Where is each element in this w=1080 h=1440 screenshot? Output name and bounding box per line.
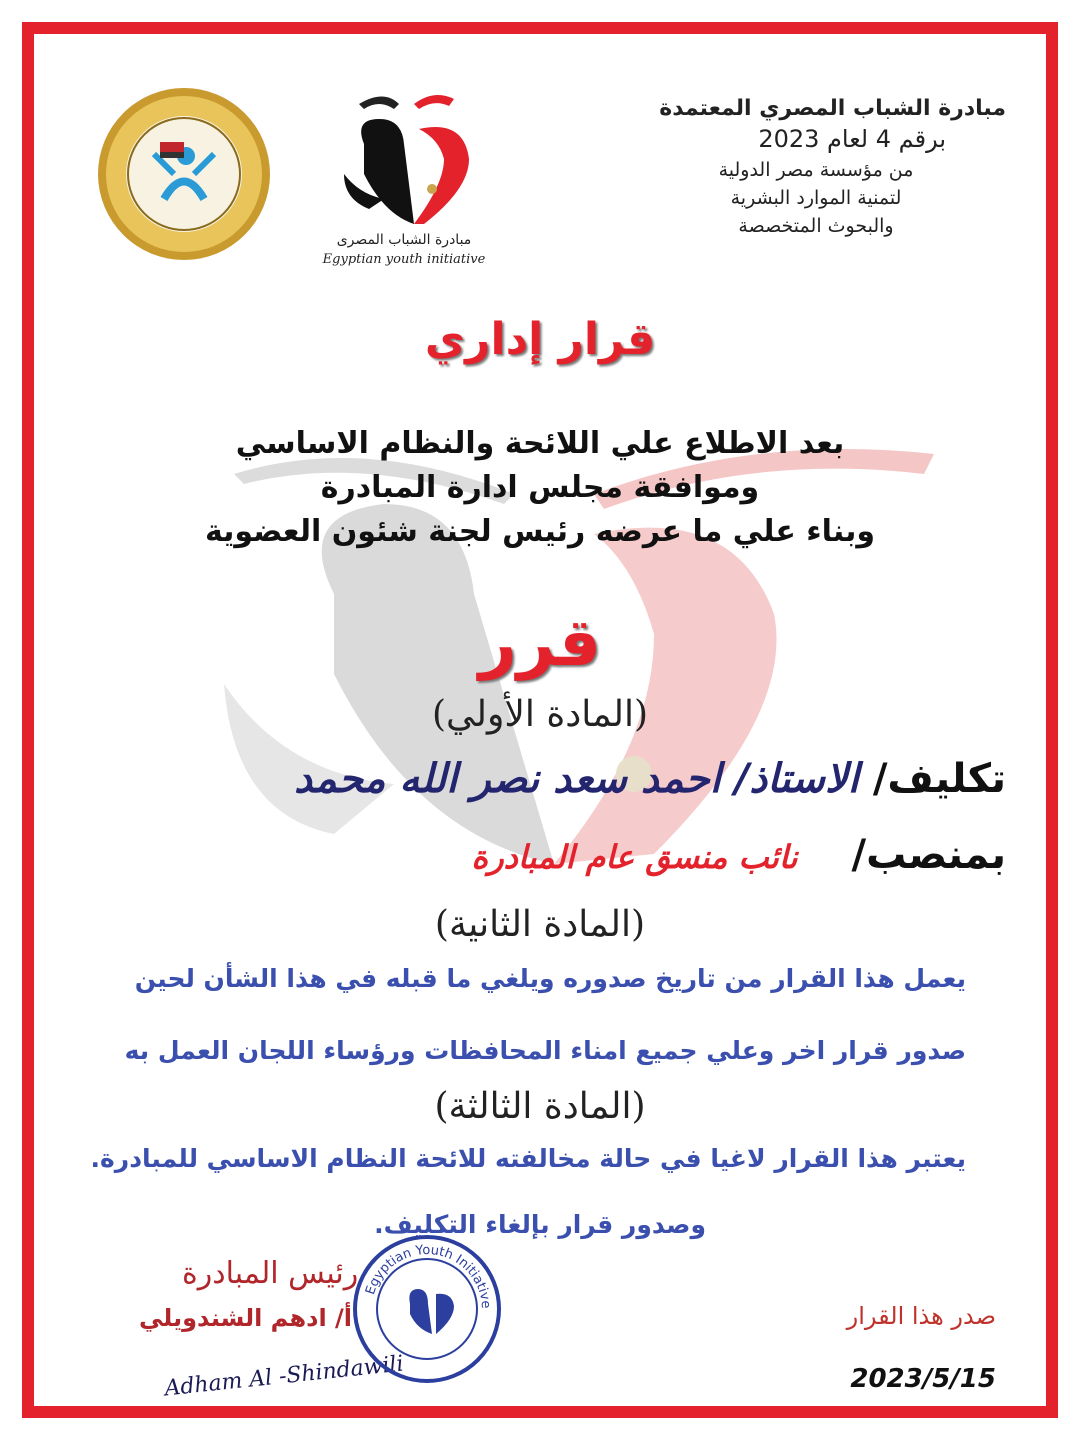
article2-text-line: يعمل هذا القرار من تاريخ صدوره ويلغي ما قبله في هذا الشأن لحين bbox=[134, 964, 966, 993]
assignment-line bbox=[294, 756, 1006, 802]
handwritten-signature: Adham Al -Shindawili bbox=[163, 1351, 405, 1402]
article3-text-line: وصدور قرار بإلغاء التكليف. bbox=[374, 1210, 706, 1239]
position-line bbox=[471, 832, 1006, 878]
header-initiative-name: مبادرة الشباب المصري المعتمدة bbox=[659, 96, 1006, 121]
signatory-title: رئيس المبادرة bbox=[182, 1256, 359, 1291]
foundation-seal-icon bbox=[94, 84, 274, 264]
header-registration: برقم 4 لعام 2023 bbox=[758, 125, 946, 153]
stamp-ring-text: Egyptian Youth Initiative bbox=[363, 1242, 494, 1310]
article3-text-line: يعتبر هذا القرار لاغيا في حالة مخالفته للائحة النظام الاساسي للمبادرة. bbox=[90, 1144, 966, 1173]
article2-text-line: صدور قرار اخر وعلي جميع امناء المحافظات ورؤساء اللجان العمل به bbox=[124, 1036, 966, 1065]
initiative-logo bbox=[304, 74, 504, 274]
intro-line: بعد الاطلاع علي اللائحة والنظام الاساسي bbox=[235, 426, 845, 461]
heart-logo-icon bbox=[304, 74, 504, 234]
document-title: قرار إداري bbox=[424, 314, 656, 365]
assignment-label: تكليف/ bbox=[872, 756, 1006, 802]
issued-date: 2023/5/15 bbox=[850, 1364, 996, 1394]
logo-caption-english: Egyptian youth initiative bbox=[322, 252, 486, 267]
position-value: نائب منسق عام المبادرة bbox=[471, 838, 798, 876]
intro-block bbox=[34, 422, 1046, 554]
article2-heading: (المادة الثانية) bbox=[434, 904, 646, 945]
issued-label: صدر هذا القرار bbox=[846, 1302, 996, 1330]
signatory-name: أ/ ادهم الشندويلي bbox=[139, 1304, 353, 1332]
header-foundation-line2: لتمنية الموارد البشرية bbox=[730, 187, 902, 209]
intro-line: وبناء علي ما عرضه رئيس لجنة شئون العضوية bbox=[204, 514, 876, 549]
intro-line: وموافقة مجلس ادارة المبادرة bbox=[320, 470, 760, 505]
header-foundation-line3: والبحوث المتخصصة bbox=[738, 215, 894, 237]
article3-heading: (المادة الثالثة) bbox=[434, 1086, 646, 1127]
decree-heading: قرر bbox=[478, 604, 602, 681]
logo-caption-arabic: مبادرة الشباب المصرى bbox=[336, 232, 472, 248]
initiative-stamp-icon bbox=[352, 1234, 502, 1384]
article1-heading: (المادة الأولي) bbox=[431, 694, 649, 735]
position-label: بمنصب/ bbox=[851, 832, 1006, 878]
header-foundation: من مؤسسة مصر الدولية bbox=[718, 159, 914, 181]
assignee-name: الاستاذ/ احمد سعد نصر الله محمد bbox=[294, 756, 859, 802]
header-block bbox=[626, 96, 1006, 237]
document-frame bbox=[22, 22, 1058, 1418]
